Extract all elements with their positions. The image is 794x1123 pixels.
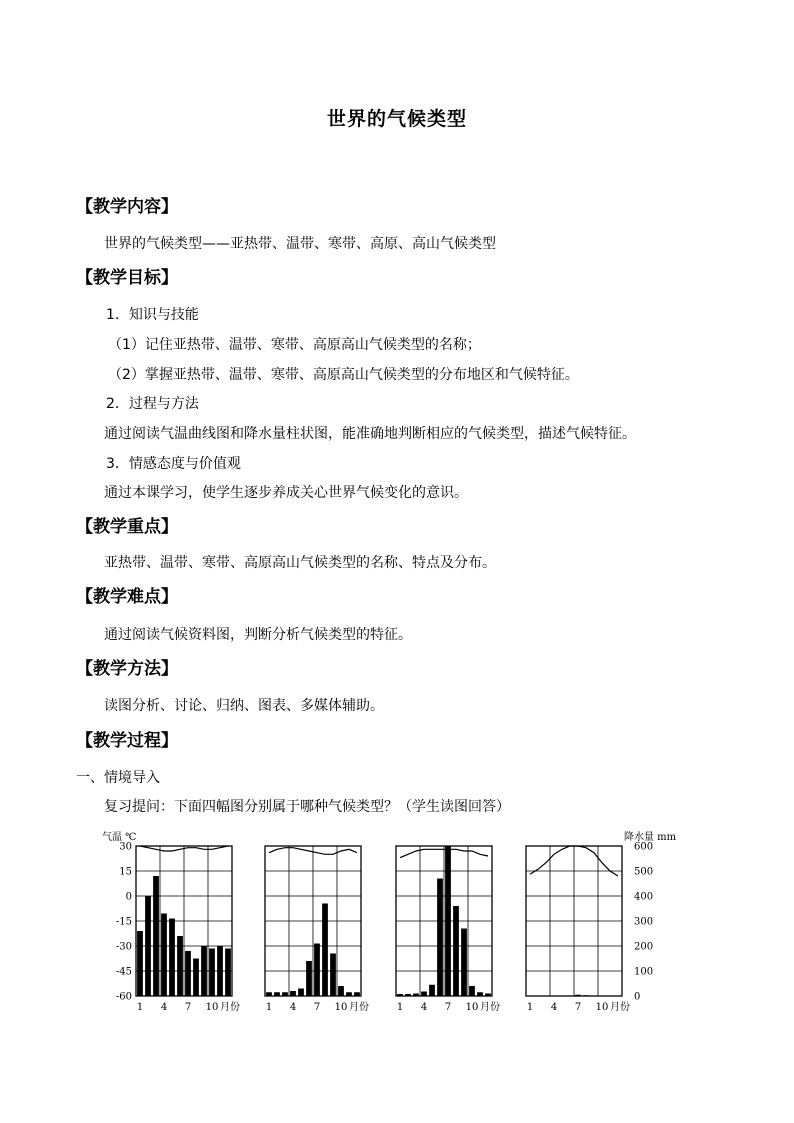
- chart-4-xtick: 7: [574, 1002, 582, 1013]
- chart-3-xtick: 4: [420, 1002, 428, 1013]
- chart-1-ytick-left: 30: [119, 841, 132, 853]
- chart-4-xtick: 10: [595, 1002, 609, 1013]
- chart-1-ytick-left: 15: [119, 866, 132, 878]
- chart-4-ytick-right: 400: [634, 891, 654, 903]
- page-title: 世界的气候类型: [326, 108, 467, 130]
- heading-teaching-goals: 【教学目标】: [76, 268, 178, 288]
- chart-3-xtick: 1: [396, 1002, 404, 1013]
- chart-3-bar-11: [477, 992, 483, 996]
- chart-3-xtick: 7: [444, 1002, 452, 1013]
- chart-2-bar-12: [354, 992, 360, 996]
- chart-2-bar-4: [290, 991, 296, 996]
- chart-1-ytick-left: -30: [115, 941, 132, 953]
- heading-teaching-process: 【教学过程】: [76, 731, 178, 751]
- chart-1-xtick: 1: [136, 1002, 144, 1013]
- chart-3-bar-7: [445, 846, 451, 996]
- chart-1-ytick-left: -15: [115, 916, 132, 928]
- chart-1-xtick: 10: [205, 1002, 219, 1013]
- chart-1-ytick-left: -60: [115, 991, 132, 1003]
- heading-key-points: 【教学重点】: [76, 517, 178, 537]
- chart-1-ylabel-left: 气温 ℃: [102, 832, 137, 843]
- goal-item-1-sub-2: （2）掌握亚热带、温带、寒带、高原高山气候类型的分布地区和气候特征。: [108, 367, 579, 383]
- chart-3-bar-4: [421, 992, 427, 997]
- heading-teaching-content: 【教学内容】: [76, 197, 178, 217]
- teaching-content-text: 世界的气候类型——亚热带、温带、寒带、高原、高山气候类型: [104, 236, 496, 252]
- chart-4-ytick-right: 0: [634, 991, 641, 1003]
- chart-4-ytick-right: 600: [634, 841, 654, 853]
- chart-4-xtick: 4: [550, 1002, 558, 1013]
- difficulties-text: 通过阅读气候资料图，判断分析气候类型的特征。: [104, 627, 412, 643]
- chart-2-bar-8: [322, 904, 328, 997]
- goal-item-3-text: 通过本课学习，使学生逐步养成关心世界气候变化的意识。: [104, 485, 468, 501]
- chart-1-bar-11: [217, 946, 223, 996]
- goal-item-3-title: 3．情感态度与价值观: [106, 456, 241, 472]
- heading-difficulties: 【教学难点】: [76, 587, 178, 607]
- heading-teaching-methods: 【教学方法】: [76, 659, 178, 679]
- chart-4-bar-8: [583, 995, 589, 996]
- chart-1-xtick: 4: [160, 1002, 168, 1013]
- chart-1-bar-6: [177, 936, 183, 996]
- chart-2-bar-9: [330, 954, 336, 997]
- chart-2-xtick: 4: [289, 1002, 297, 1013]
- chart-2-bar-7: [314, 944, 320, 997]
- chart-2-bar-3: [282, 992, 288, 996]
- chart-2-bar-2: [274, 992, 280, 996]
- goal-item-1-title: 1．知识与技能: [106, 307, 199, 323]
- chart-2-bar-10: [338, 986, 344, 996]
- chart-4-ytick-right: 100: [634, 966, 654, 978]
- chart-3-bar-1: [397, 994, 403, 996]
- chart-1-ytick-left: 0: [125, 891, 132, 903]
- chart-3-xtick: 10: [465, 1002, 479, 1013]
- chart-1-bar-5: [169, 919, 175, 997]
- chart-4-bar-10: [599, 996, 605, 997]
- goal-item-2-title: 2．过程与方法: [106, 396, 199, 412]
- chart-2-bar-5: [298, 989, 304, 997]
- chart-4-ytick-right: 300: [634, 916, 654, 928]
- chart-2-bar-11: [346, 992, 352, 996]
- chart-1-ytick-left: -45: [115, 966, 132, 978]
- chart-3-bar-5: [429, 985, 435, 996]
- chart-1-bar-7: [185, 951, 191, 996]
- chart-4-ytick-right: 500: [634, 866, 654, 878]
- process-question: 复习提问：下面四幅图分别属于哪种气候类型？（学生读图回答）: [104, 799, 510, 815]
- climate-charts: [100, 828, 700, 1018]
- chart-3-bar-10: [469, 986, 475, 996]
- chart-1-bar-8: [193, 959, 199, 997]
- chart-2-bar-6: [306, 961, 312, 996]
- chart-1-xlabel: 月份: [220, 1002, 240, 1013]
- chart-2-bar-1: [266, 992, 272, 996]
- chart-4-ylabel-right: 降水量 mm: [624, 832, 677, 843]
- chart-3-bar-2: [405, 994, 411, 996]
- chart-1-bar-10: [209, 949, 215, 997]
- chart-3-xlabel: 月份: [480, 1002, 500, 1013]
- chart-4-ytick-right: 200: [634, 941, 654, 953]
- chart-3-bar-3: [413, 994, 419, 997]
- chart-1-xtick: 7: [184, 1002, 192, 1013]
- teaching-methods-text: 读图分析、讨论、归纳、图表、多媒体辅助。: [104, 698, 384, 714]
- chart-1-bar-1: [137, 931, 143, 996]
- chart-2-xtick: 10: [334, 1002, 348, 1013]
- goal-item-1-sub-1: （1）记住亚热带、温带、寒带、高原高山气候类型的名称；: [108, 337, 481, 353]
- chart-2-xtick: 7: [313, 1002, 321, 1013]
- process-step-1: 一、情境导入: [76, 770, 160, 786]
- chart-3-bar-12: [485, 994, 491, 997]
- chart-4-bar-7: [575, 995, 581, 996]
- chart-1-bar-9: [201, 946, 207, 996]
- chart-3-bar-8: [453, 906, 459, 996]
- chart-3-bar-9: [461, 929, 467, 997]
- key-points-text: 亚热带、温带、寒带、高原高山气候类型的名称、特点及分布。: [104, 555, 496, 571]
- chart-1-bar-12: [225, 949, 231, 997]
- chart-1-bar-3: [153, 876, 159, 996]
- goal-item-2-text: 通过阅读气温曲线图和降水量柱状图，能准确地判断相应的气候类型，描述气候特征。: [104, 426, 636, 442]
- chart-2-xtick: 1: [265, 1002, 273, 1013]
- chart-4-xtick: 1: [526, 1002, 534, 1013]
- chart-3-bar-6: [437, 879, 443, 997]
- chart-2-xlabel: 月份: [349, 1002, 369, 1013]
- chart-1-bar-4: [161, 914, 167, 997]
- chart-1-bar-2: [145, 896, 151, 996]
- chart-4-xlabel: 月份: [610, 1002, 630, 1013]
